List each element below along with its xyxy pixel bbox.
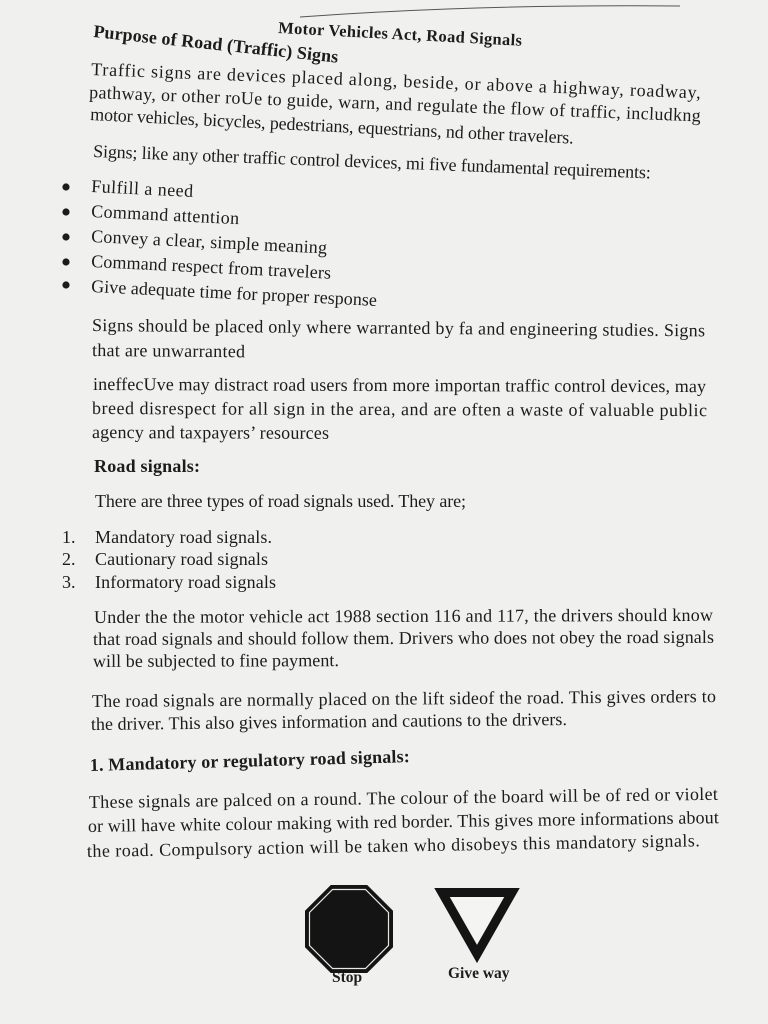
requirement-item: Convey a clear, simple meaning	[90, 226, 328, 258]
list-item: Cautionary road signals	[95, 549, 268, 569]
stop-octagon-icon	[306, 886, 392, 972]
section-heading-purpose: Purpose of Road (Traffic) Signs	[92, 21, 340, 67]
paragraph-line: will be subjected to fine payment.	[92, 650, 340, 671]
requirement-item: Command attention	[90, 201, 240, 229]
list-number: 3.	[62, 572, 76, 592]
requirement-item: Give adequate time for proper response	[90, 276, 378, 310]
paragraph-line: that road signals and should follow them. Drivers who does not obey the road signals	[92, 626, 715, 649]
running-header: Motor Vehicles Act, Road Signals	[277, 18, 523, 50]
paragraph-line: or will have white colour making with red border. This gives more informations about	[87, 807, 719, 836]
stop-caption: Stop	[332, 969, 363, 986]
paragraph-line: Under the the motor vehicle act 1988 section 116 and 117, the drivers should know	[93, 604, 714, 627]
bullet-icon	[62, 258, 69, 265]
paragraph-line: Signs should be placed only where warranted by fa and engineering studies. Signs	[91, 315, 706, 341]
bullet-icon	[62, 208, 69, 215]
bullet-icon	[62, 183, 69, 190]
paragraph-line: the road. Compulsory action will be taken who disobeys this mandatory signals.	[86, 830, 700, 861]
paragraph-line: motor vehicles, bicycles, pedestrians, equestrians, nd other travelers.	[89, 104, 575, 148]
paragraph-line: pathway, or other roUe to guide, warn, and regulate the flow of traffic, includkng	[88, 82, 702, 126]
list-item: Mandatory road signals.	[95, 527, 272, 547]
types-intro: There are three types of road signals used. They are;	[95, 491, 466, 511]
requirement-item: Command respect from travelers	[90, 251, 332, 283]
paragraph-line: The road signals are normally placed on the lift sideof the road. This gives orders to	[91, 686, 717, 711]
paragraph-line: breed disrespect for all sign in the area, and are often a waste of valuable public	[91, 398, 708, 421]
paragraph-line: ineffecUve may distract road users from more importan traffic control devices, may	[92, 374, 707, 397]
signal-types-list	[62, 527, 276, 592]
requirement-item: Fulfill a need	[90, 176, 194, 201]
mandatory-description	[87, 784, 719, 861]
paragraph-line: These signals are palced on a round. The colour of the board will be of red or violet	[88, 783, 718, 812]
paragraph-line: agency and taxpayers’ resources	[91, 422, 330, 443]
list-number: 1.	[62, 527, 76, 547]
section-heading-mandatory: 1. Mandatory or regulatory road signals:	[89, 746, 410, 775]
give-way-caption: Give way	[448, 965, 510, 982]
paragraph-line: the driver. This also gives information and cautions to the drivers.	[90, 709, 568, 734]
bullet-icon	[62, 281, 69, 288]
section-heading-road-signals: Road signals:	[94, 456, 200, 476]
list-number: 2.	[62, 549, 76, 569]
list-item: Informatory road signals	[95, 572, 276, 592]
paragraph-line: that are unwarranted	[91, 340, 246, 362]
paragraph-line: Traffic signs are devices placed along, beside, or above a highway, roadway,	[90, 59, 702, 103]
bullet-icon	[62, 233, 69, 240]
requirements-intro: Signs; like any other traffic control devices, mi five fundamental requirements:	[92, 141, 652, 183]
